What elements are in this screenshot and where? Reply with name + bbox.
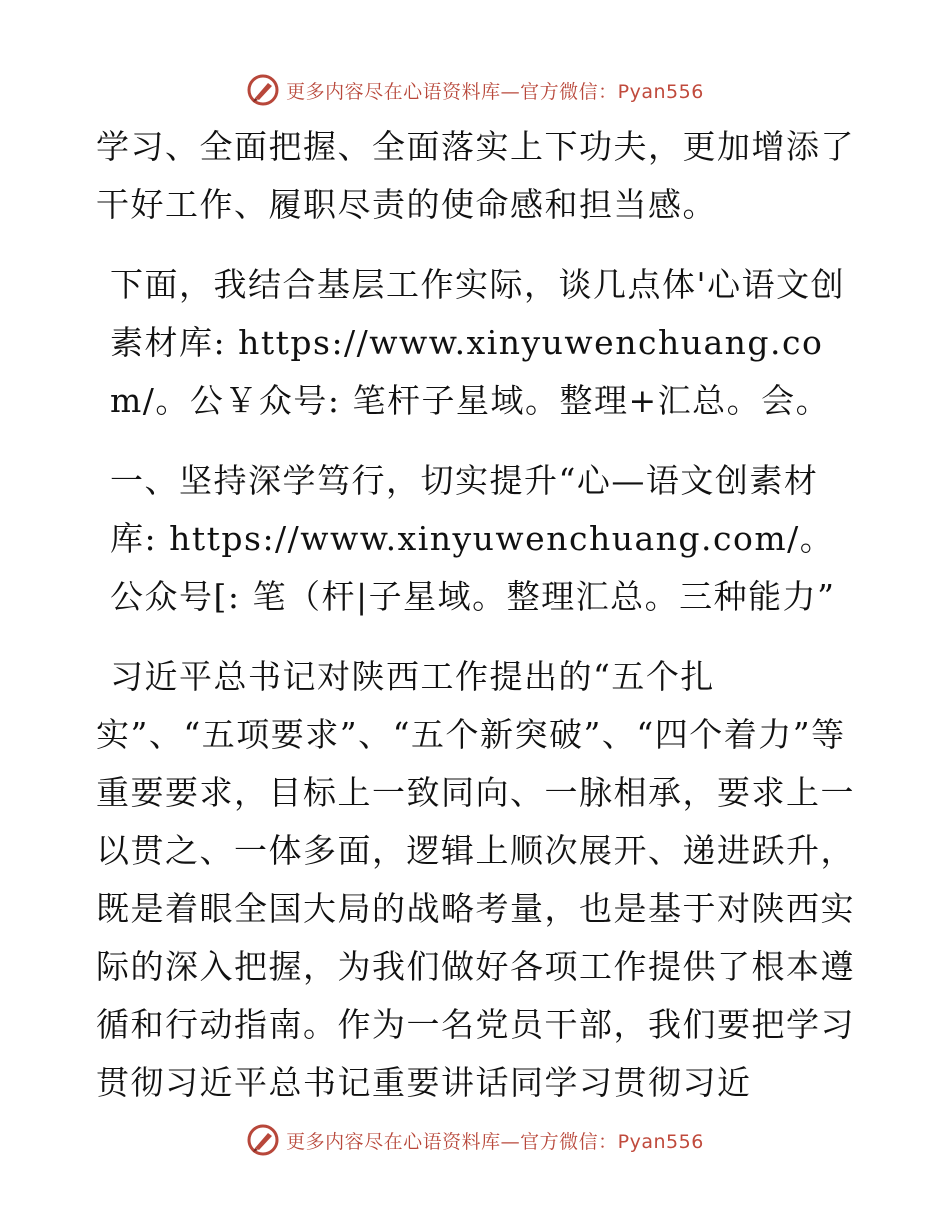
paragraph: 实”、“五项要求”、“五个新突破”、“四个着力”等重要要求，目标上一致同向、一脉相承，要求上一以贯之、一体多面，逻辑上顺次展开、递进跃升，既是着眼全国大局的战略考量，也是基于对陕西实际的深入把握，为我们做好各项工作提供了根本遵循和行动指南。作为一名党员干部，我们要把学习贯彻习近平总书记重要讲话同学习贯彻习近 (96, 715, 855, 1102)
pen-logo-icon (246, 73, 280, 107)
banner-text: 更多内容尽在心语资料库—官方微信： (286, 1130, 618, 1153)
pen-logo-icon (246, 1123, 280, 1157)
wechat-id: Pyan556 (617, 80, 704, 103)
wechat-id: Pyan556 (617, 1130, 704, 1153)
document-body (96, 118, 856, 1112)
paragraph: 学习、全面把握、全面落实上下功夫，更加增添了干好工作、履职尽责的使命感和担当感。 (96, 127, 855, 224)
section-heading: 一、坚持深学笃行，切实提升“心—语文创素材库: https://www.xinyuwenchuang.com/。公众号[: 笔（杆|子星域。整理汇总。三种能力” (110, 461, 836, 616)
banner-text: 更多内容尽在心语资料库—官方微信： (286, 80, 618, 103)
header-banner (0, 70, 950, 110)
paragraph: 习近平总书记对陕西工作提出的“五个扎 (110, 657, 715, 696)
paragraph: 下面，我结合基层工作实际，谈几点体'心语文创素材库: https://www.xinyuwenchuang.com/。公￥众号: 笔杆子星域。整理+汇总。会。 (110, 265, 846, 420)
footer-banner (0, 1120, 950, 1160)
